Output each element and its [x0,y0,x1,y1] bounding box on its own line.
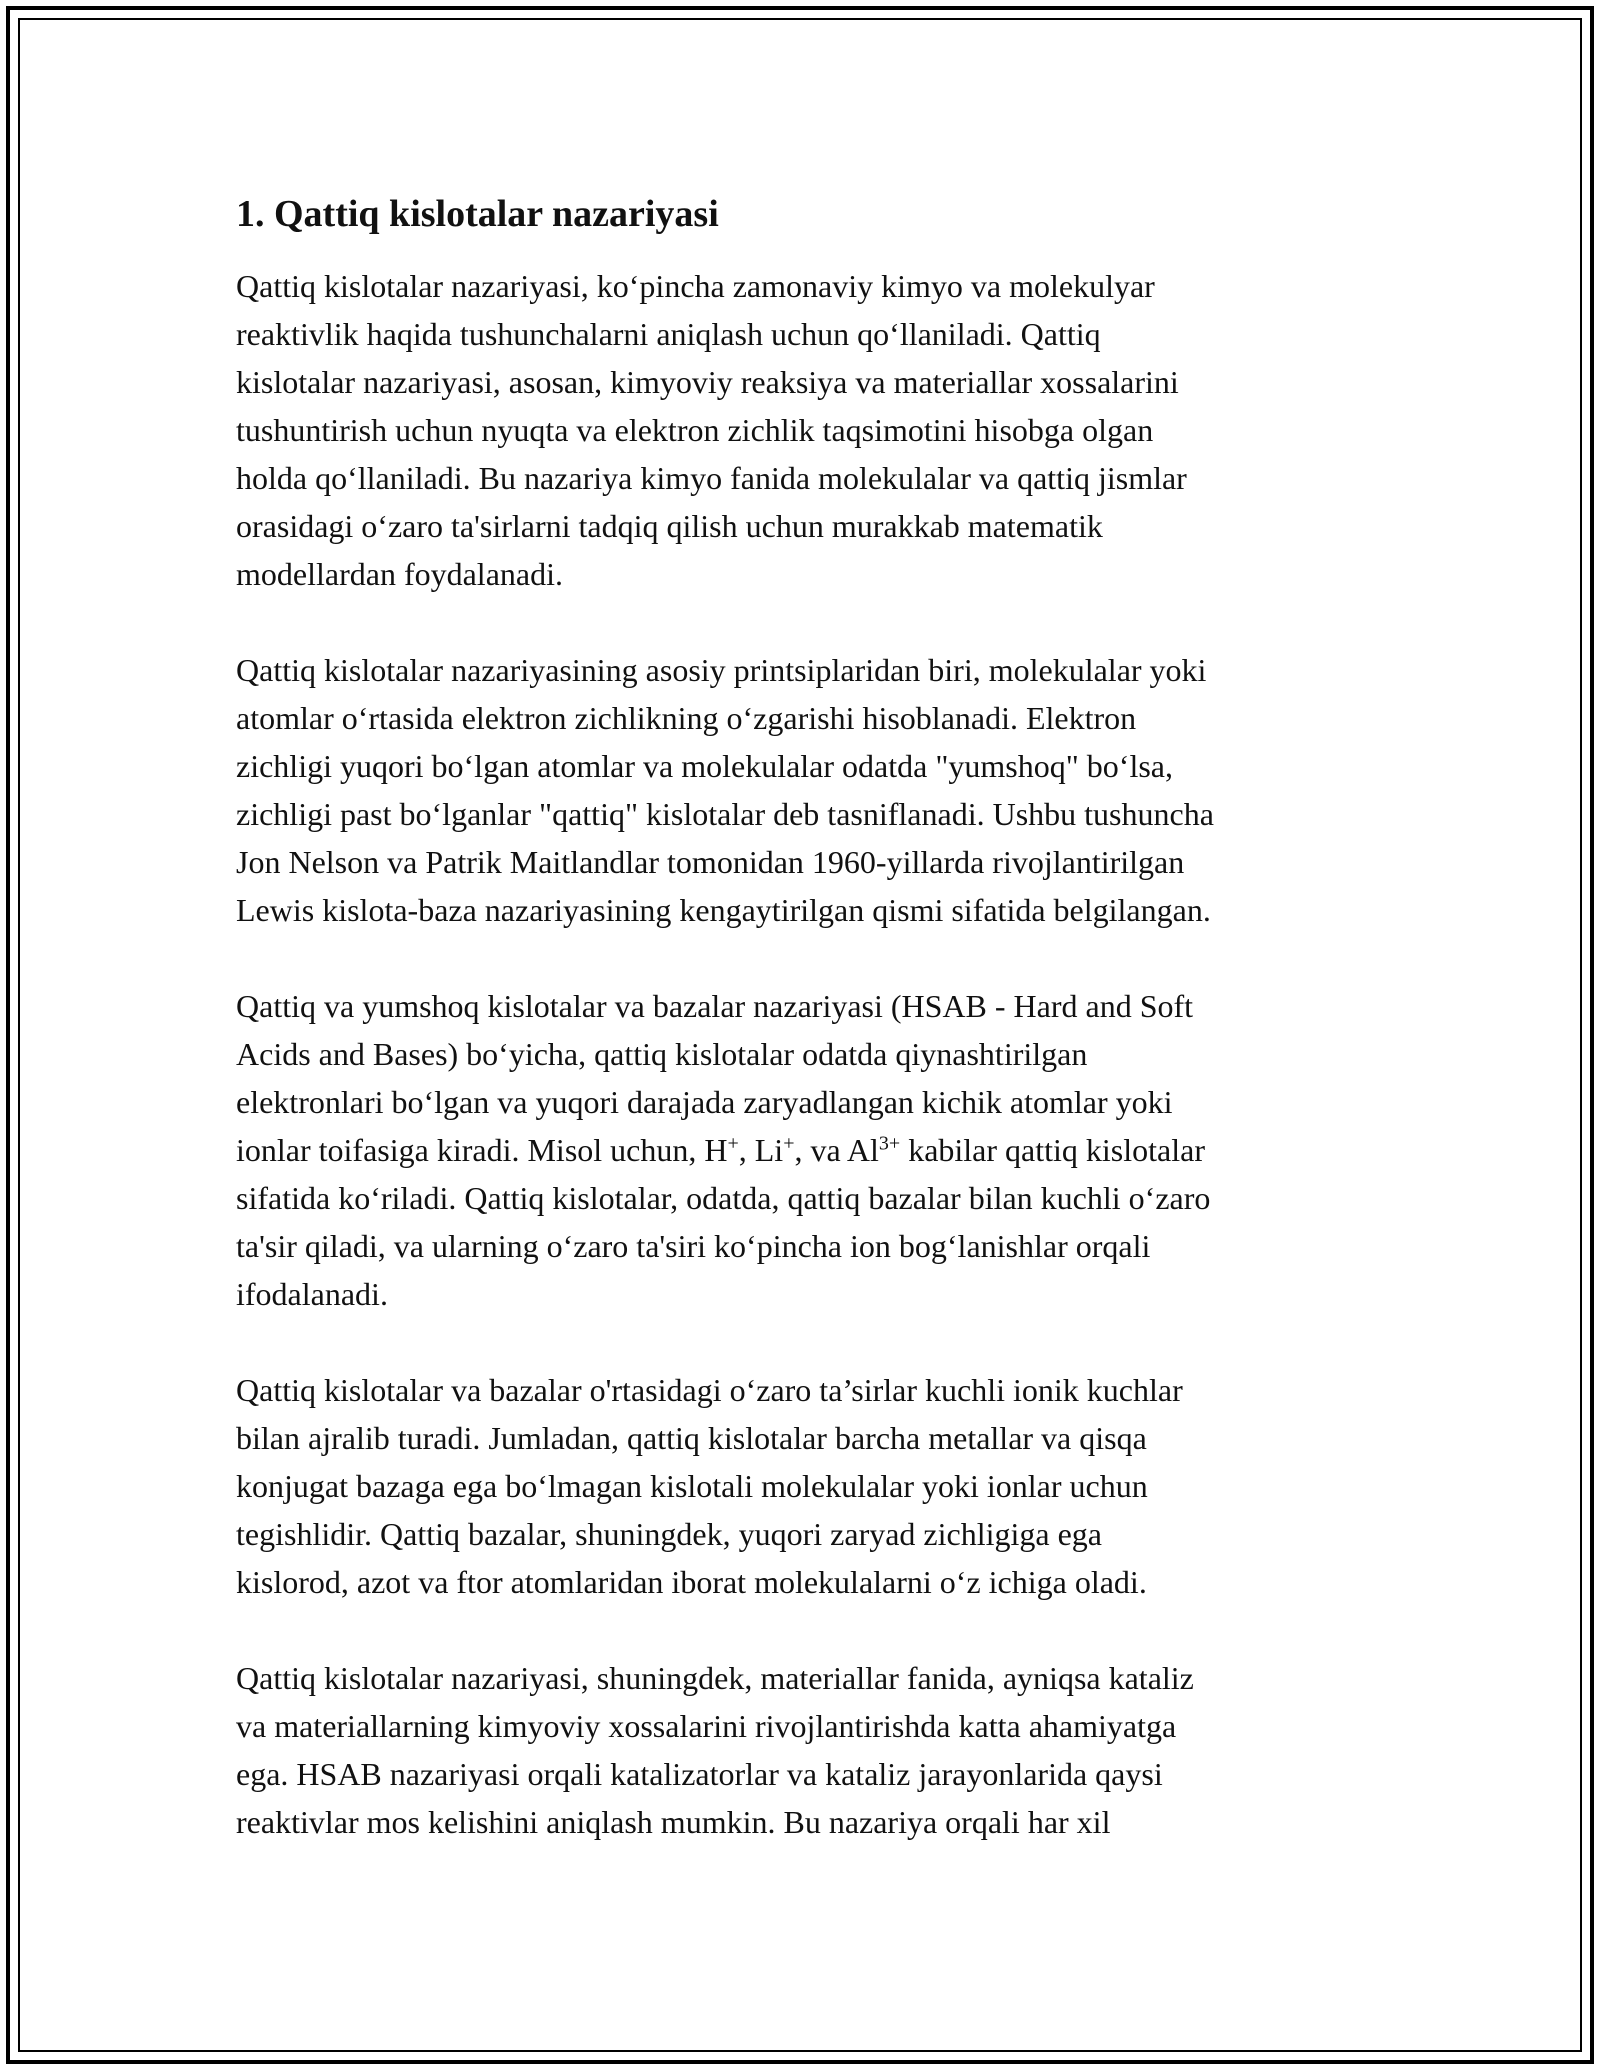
superscript-charge: 3+ [878,1132,901,1155]
paragraph-3 [236,982,1376,1318]
section-heading: 1. Qattiq kislotalar nazariyasi [236,193,719,235]
text-line: Jon Nelson va Patrik Maitlandlar tomonidan 1960-yillarda rivojlantirilgan [236,844,1185,880]
text-line: Qattiq va yumshoq kislotalar va bazalar nazariyasi (HSAB - Hard and Soft [236,988,1194,1024]
text-line: tushuntirish uchun nyuqta va elektron zichlik taqsimotini hisobga olgan [236,412,1154,448]
text-line: Qattiq kislotalar va bazalar o'rtasidagi oʻzaro ta’sirlar kuchli ionik kuchlar [236,1372,1183,1408]
text-line: elektronlari boʻlgan va yuqori darajada zaryadlangan kichik atomlar yoki [236,1084,1173,1120]
text-line: Qattiq kislotalar nazariyasi, shuningdek, materiallar fanida, ayniqsa kataliz [236,1660,1194,1696]
text-line: orasidagi oʻzaro ta'sirlarni tadqiq qilish uchun murakkab matematik [236,508,1103,544]
superscript-charge: + [727,1132,739,1155]
text-line: ega. HSAB nazariyasi orqali katalizatorlar va kataliz jarayonlarida qaysi [236,1756,1163,1792]
text-line: tegishlidir. Qattiq bazalar, shuningdek, yuqori zaryad zichligiga ega [236,1516,1102,1552]
text-line: kislorod, azot va ftor atomlaridan iborat molekulalarni oʻz ichiga oladi. [236,1564,1147,1600]
ion-line-mid: , va Al [794,1132,879,1168]
superscript-charge: + [783,1132,795,1155]
text-line: reaktivlar mos kelishini aniqlash mumkin. Bu nazariya orqali har xil [236,1804,1111,1840]
text-line: reaktivlik haqida tushunchalarni aniqlash uchun qoʻllaniladi. Qattiq [236,316,1101,352]
text-line: modellardan foydalanadi. [236,556,563,592]
text-line: holda qoʻllaniladi. Bu nazariya kimyo fanida molekulalar va qattiq jismlar [236,460,1187,496]
paragraph-2 [236,646,1376,934]
ion-line-after: kabilar qattiq kislotalar [900,1132,1205,1168]
text-line: Qattiq kislotalar nazariyasi, koʻpincha zamonaviy kimyo va molekulyar [236,268,1155,304]
text-line: zichligi yuqori boʻlgan atomlar va molekulalar odatda "yumshoq" boʻlsa, [236,748,1173,784]
text-line: Qattiq kislotalar nazariyasining asosiy printsiplaridan biri, molekulalar yoki [236,652,1207,688]
paragraph-1 [236,262,1376,598]
document-body [236,186,1376,1846]
text-line: ta'sir qiladi, va ularning oʻzaro ta'siri koʻpincha ion bogʻlanishlar orqali [236,1228,1151,1264]
text-line: konjugat bazaga ega boʻlmagan kislotali molekulalar yoki ionlar uchun [236,1468,1148,1504]
text-line-with-ions [236,1126,1376,1174]
text-line: Lewis kislota-baza nazariyasining kengaytirilgan qismi sifatida belgilangan. [236,892,1211,928]
ion-line-mid: , Li [738,1132,784,1168]
text-line: sifatida koʻriladi. Qattiq kislotalar, odatda, qattiq bazalar bilan kuchli oʻzaro [236,1180,1211,1216]
paragraph-5 [236,1654,1376,1846]
paragraph-4 [236,1366,1376,1606]
ion-line-before: ionlar toifasiga kiradi. Misol uchun, H [236,1132,728,1168]
text-line: ifodalanadi. [236,1276,388,1312]
text-line: atomlar oʻrtasida elektron zichlikning oʻzgarishi hisoblanadi. Elektron [236,700,1137,736]
text-line: Acids and Bases) boʻyicha, qattiq kislotalar odatda qiynashtirilgan [236,1036,1088,1072]
text-line: kislotalar nazariyasi, asosan, kimyoviy reaksiya va materiallar xossalarini [236,364,1179,400]
text-line: zichligi past boʻlganlar "qattiq" kislotalar deb tasniflanadi. Ushbu tushuncha [236,796,1214,832]
text-line: va materiallarning kimyoviy xossalarini rivojlantirishda katta ahamiyatga [236,1708,1177,1744]
text-line: bilan ajralib turadi. Jumladan, qattiq kislotalar barcha metallar va qisqa [236,1420,1147,1456]
